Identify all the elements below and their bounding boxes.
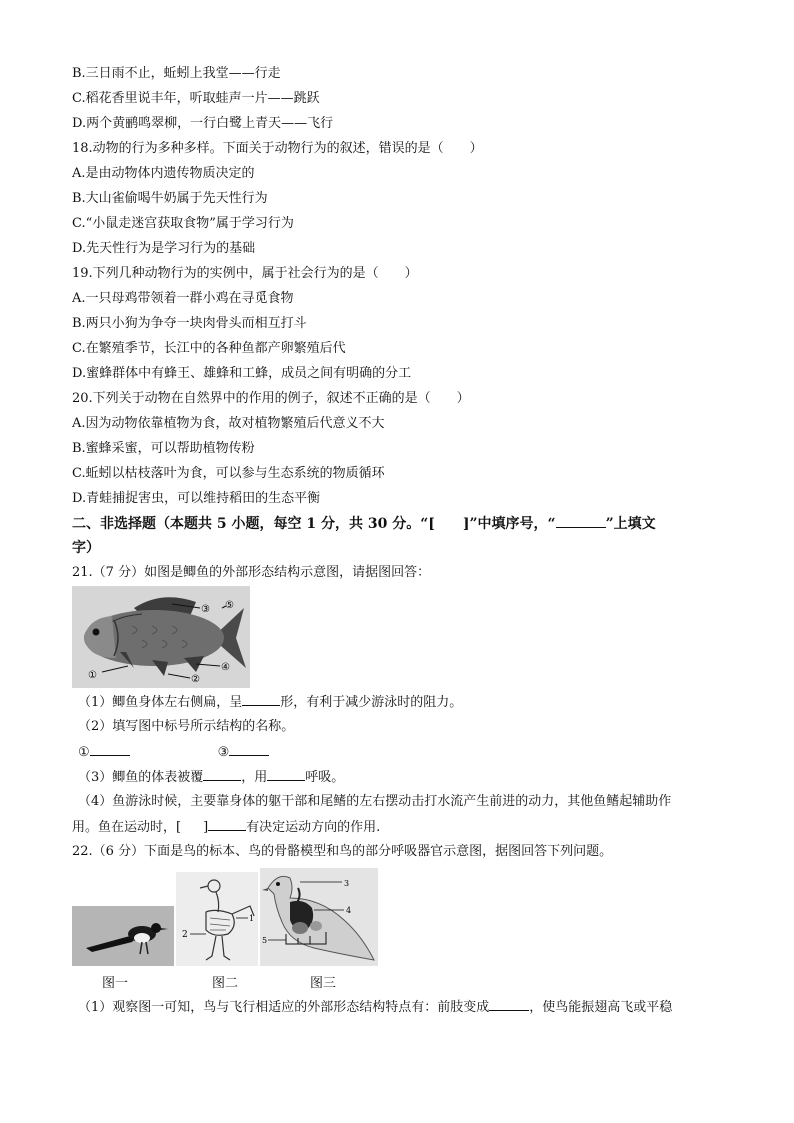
q22-part1-a: （1）观察图一可知，鸟与飞行相适应的外部形态结构特点有：前肢变成 xyxy=(78,1000,490,1015)
option-18c: C.“小鼠走迷宫获取食物”属于学习行为 xyxy=(72,216,294,231)
fish-label-4: ④ xyxy=(221,662,230,673)
section-2-heading-line1 xyxy=(72,515,656,533)
answer-blank xyxy=(556,515,606,528)
q22-part1 xyxy=(78,998,672,1017)
fish-figure xyxy=(72,586,250,688)
q22-part1-b: ，使鸟能振翅高飞或平稳 xyxy=(529,1000,673,1015)
q21-part3-a: （3）鲫鱼的体表被覆 xyxy=(78,770,204,785)
q21-part4-b: ] xyxy=(203,820,209,835)
fish-label-3: ③ xyxy=(201,604,210,615)
option-19d: D.蜜蜂群体中有蜂王、雄蜂和工蜂，成员之间有明确的分工 xyxy=(72,366,412,381)
answer-blank xyxy=(90,743,130,756)
q21-part4-line2 xyxy=(72,818,380,837)
q21-blank-1-label: ① xyxy=(78,745,90,760)
q21-blank-3-label: ③ xyxy=(217,745,230,760)
option-18d: D.先天性行为是学习行为的基础 xyxy=(72,241,256,256)
q21-part2: （2）填写图中标号所示结构的名称。 xyxy=(78,719,295,734)
option-17b: B.三日雨不止，蚯蚓上我堂——行走 xyxy=(72,66,281,81)
respiratory-label-5: 5 xyxy=(262,936,268,945)
option-20d: D.青蛙捕捉害虫，可以维持稻田的生态平衡 xyxy=(72,491,321,506)
skeleton-label-1: 1 xyxy=(249,914,255,923)
figure-2-skeleton xyxy=(176,872,258,966)
answer-blank xyxy=(203,768,241,781)
fish-label-5: ⑤ xyxy=(225,600,234,611)
q21-part3 xyxy=(78,768,344,787)
fish-label-2: ② xyxy=(191,674,200,685)
question-22-stem: 22.（6 分）下面是鸟的标本、鸟的骨骼模型和鸟的部分呼吸器官示意图，据图回答下列问题。 xyxy=(72,844,613,859)
figure-1-magpie xyxy=(72,906,174,966)
question-21-stem: 21.（7 分）如图是鲫鱼的外部形态结构示意图，请据图回答： xyxy=(72,565,431,580)
respiratory-label-3: 3 xyxy=(344,879,350,888)
q21-part1 xyxy=(78,693,462,712)
section-2-heading-line2: 字） xyxy=(72,540,100,556)
q21-part4-line1: （4）鱼游泳时候，主要靠身体的躯干部和尾鳍的左右摆动击打水流产生前进的动力，其他鱼鳍起辅助作 xyxy=(78,794,672,809)
option-20b: B.蜜蜂采蜜，可以帮助植物传粉 xyxy=(72,441,255,456)
q21-part2-blanks xyxy=(78,743,269,762)
q21-part4-c: 有决定运动方向的作用. xyxy=(246,820,381,835)
crucian-carp-image xyxy=(72,586,250,688)
q21-part3-b: ，用 xyxy=(241,770,268,785)
bird-skeleton-image xyxy=(176,872,258,966)
option-17d: D.两个黄鹂鸣翠柳，一行白鹭上青天——飞行 xyxy=(72,116,334,131)
figure-3-respiratory xyxy=(260,868,378,966)
skeleton-label-2: 2 xyxy=(182,930,188,940)
answer-blank xyxy=(267,768,305,781)
option-20a: A.因为动物依靠植物为食，故对植物繁殖后代意义不大 xyxy=(72,416,385,431)
answer-blank xyxy=(229,743,269,756)
option-18a: A.是由动物体内遗传物质决定的 xyxy=(72,166,255,181)
caption-figure-1: 图一 xyxy=(102,976,129,991)
answer-blank xyxy=(489,998,529,1011)
bird-respiratory-image xyxy=(260,868,378,966)
question-19: 19.下列几种动物行为的实例中，属于社会行为的是（ ） xyxy=(72,266,418,281)
option-19a: A.一只母鸡带领着一群小鸡在寻觅食物 xyxy=(72,291,294,306)
caption-figure-3: 图三 xyxy=(310,976,337,991)
answer-blank xyxy=(208,818,246,831)
answer-blank xyxy=(242,693,280,706)
question-18: 18.动物的行为多种多样。下面关于动物行为的叙述，错误的是（ ） xyxy=(72,141,483,156)
q21-part4-a: 用。鱼在运动时，[ xyxy=(72,820,182,835)
respiratory-label-4: 4 xyxy=(346,906,352,915)
option-19c: C.在繁殖季节，长江中的各种鱼都产卵繁殖后代 xyxy=(72,341,346,356)
q21-part3-c: 呼吸。 xyxy=(305,770,345,785)
fish-label-1: ① xyxy=(88,670,97,681)
option-19b: B.两只小狗为争夺一块肉骨头而相互打斗 xyxy=(72,316,307,331)
q21-part1-a: （1）鲫鱼身体左右侧扁，呈 xyxy=(78,695,243,710)
option-17c: C.稻花香里说丰年，听取蛙声一片——跳跃 xyxy=(72,91,320,106)
option-20c: C.蚯蚓以枯枝落叶为食，可以参与生态系统的物质循环 xyxy=(72,466,385,481)
caption-figure-2: 图二 xyxy=(212,976,239,991)
q21-part1-b: 形，有利于减少游泳时的阻力。 xyxy=(280,695,463,710)
option-18b: B.大山雀偷喝牛奶属于先天性行为 xyxy=(72,191,268,206)
magpie-specimen-image xyxy=(72,906,174,966)
section-2-heading-b: ”上填文 xyxy=(605,516,656,532)
section-2-heading-a: 二、非选择题（本题共 5 小题，每空 1 分，共 30 分。“[ ]”中填序号，“ xyxy=(72,516,556,532)
question-20: 20.下列关于动物在自然界中的作用的例子，叙述不正确的是（ ） xyxy=(72,391,470,406)
